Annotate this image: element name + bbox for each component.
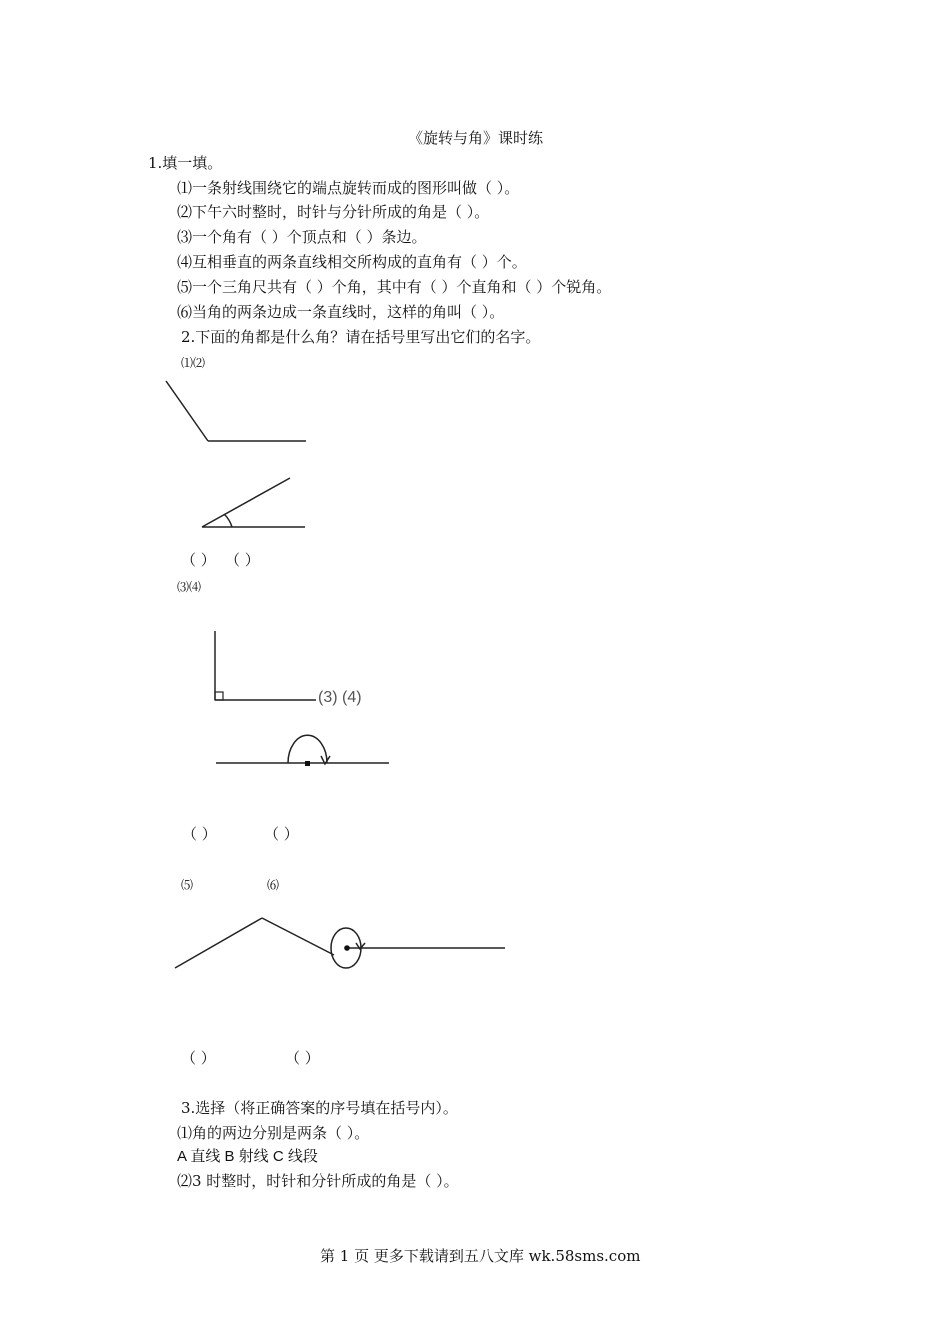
section3-heading: 3.选择（将正确答案的序号填在括号内）。 (181, 1099, 458, 1117)
figure-label-3-4: (3) (4) (318, 689, 362, 706)
blank-3: （ ） (182, 825, 217, 843)
section1-heading: 1.填一填。 (148, 154, 223, 172)
blank-6: （ ） (285, 1049, 320, 1067)
label-1-2: ⑴⑵ (181, 356, 206, 370)
section1-item-4: ⑷互相垂直的两条直线相交所构成的直角有（ ）个。 (177, 253, 527, 271)
obtuse-angle-figure-5 (175, 918, 334, 968)
section2-heading: 2.下面的角都是什么角？请在括号里写出它们的名字。 (181, 328, 541, 346)
section3-q1-options: A 直线 B 射线 C 线段 (177, 1148, 318, 1165)
blank-2: （ ） (225, 551, 260, 569)
right-angle-figure (215, 631, 316, 700)
section1-item-1: ⑴一条射线围绕它的端点旋转而成的图形叫做（ ）。 (177, 179, 520, 197)
section3-q2: ⑵3 时整时，时针和分针所成的角是（ ）。 (177, 1172, 459, 1190)
vertex-dot-6 (344, 945, 350, 951)
section1-item-5: ⑸一个三角尺共有（ ）个角，其中有（ ）个直角和（ ）个锐角。 (177, 278, 612, 296)
blank-4: （ ） (264, 825, 299, 843)
full-angle-figure (331, 928, 505, 968)
section1-item-3: ⑶一个角有（ ）个顶点和（ ）条边。 (177, 228, 427, 246)
section1-item-6: ⑹当角的两条边成一条直线时，这样的角叫（ ）。 (177, 303, 505, 321)
section1-item-2: ⑵下午六时整时，时针与分针所成的角是（ ）。 (177, 203, 490, 221)
section3-q1: ⑴角的两边分别是两条（ ）。 (177, 1124, 370, 1142)
obtuse-angle-figure (166, 381, 306, 441)
acute-angle-figure (202, 478, 305, 527)
label-5: ⑸ (181, 878, 194, 892)
vertex-dot-4 (305, 761, 310, 766)
label-6: ⑹ (267, 878, 280, 892)
straight-angle-figure (216, 735, 389, 764)
blank-5: （ ） (181, 1049, 216, 1067)
blank-1: （ ） (181, 551, 216, 569)
label-3-4: ⑶⑷ (177, 580, 202, 594)
page-footer: 第 1 页 更多下载请到五八文库 wk.58sms.com (320, 1247, 641, 1265)
page-title: 《旋转与角》课时练 (408, 129, 544, 147)
